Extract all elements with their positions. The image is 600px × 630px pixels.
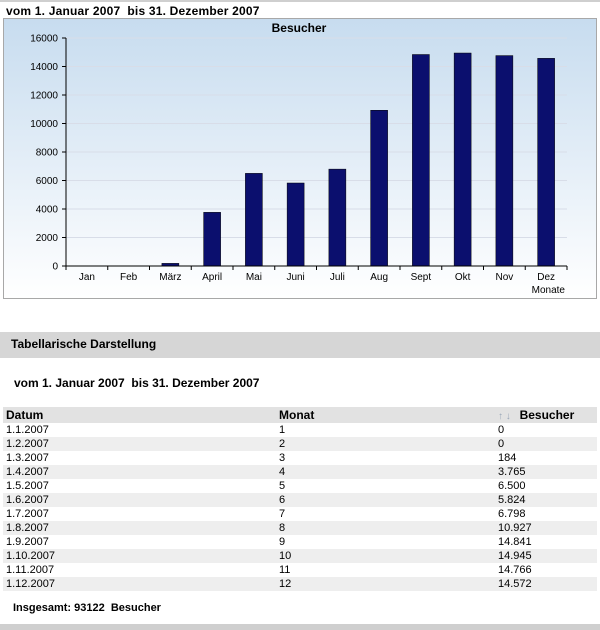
bar-okt [454, 53, 471, 266]
cell-visitors: 184 [495, 451, 597, 465]
bottom-divider [0, 624, 600, 630]
cell-visitors: 0 [495, 423, 597, 437]
y-tick-label: 6000 [35, 176, 58, 187]
total-visitors: Insgesamt: 93122 Besucher [13, 602, 161, 614]
table-row [3, 521, 597, 535]
chart-panel [3, 18, 597, 299]
cell-month: 10 [276, 549, 495, 563]
sort-icons[interactable] [498, 411, 514, 422]
cell-month: 11 [276, 563, 495, 577]
bar-aug [371, 110, 388, 266]
cell-month: 4 [276, 465, 495, 479]
top-divider [0, 0, 600, 2]
cell-month: 1 [276, 423, 495, 437]
x-tick-label: Feb [120, 272, 138, 283]
x-tick-label: Aug [370, 272, 389, 283]
bar-mai [245, 173, 262, 266]
chart-range-title: vom 1. Januar 2007 bis 31. Dezember 2007 [6, 4, 260, 18]
x-tick-label: Dez [537, 272, 556, 283]
cell-date: 1.9.2007 [3, 535, 276, 549]
header-month[interactable]: Monat [276, 407, 495, 423]
x-tick-label: Okt [454, 272, 471, 283]
table-row [3, 479, 597, 493]
cell-visitors: 14.572 [495, 577, 597, 591]
cell-date: 1.12.2007 [3, 577, 276, 591]
x-tick-label: Jan [78, 272, 95, 283]
table-row [3, 437, 597, 451]
table-row [3, 493, 597, 507]
x-tick-label: Mai [245, 272, 262, 283]
section-gap [0, 308, 600, 332]
visitors-table [3, 407, 597, 591]
cell-date: 1.4.2007 [3, 465, 276, 479]
cell-month: 9 [276, 535, 495, 549]
table-row [3, 563, 597, 577]
y-tick-label: 16000 [30, 33, 58, 45]
cell-visitors: 6.798 [495, 507, 597, 521]
chart-title: Besucher [271, 21, 327, 35]
table-header-row [3, 407, 597, 423]
cell-date: 1.10.2007 [3, 549, 276, 563]
cell-visitors: 5.824 [495, 493, 597, 507]
cell-date: 1.5.2007 [3, 479, 276, 493]
cell-month: 5 [276, 479, 495, 493]
y-tick-label: 14000 [30, 62, 58, 73]
y-tick-label: 0 [52, 261, 58, 273]
cell-visitors: 14.841 [495, 535, 597, 549]
cell-visitors: 0 [495, 437, 597, 451]
table-row [3, 465, 597, 479]
table-row [3, 451, 597, 465]
sort-up-icon[interactable]: ↑ [498, 411, 503, 422]
x-axis-label: Monate [531, 285, 565, 296]
table-row [3, 423, 597, 437]
cell-date: 1.1.2007 [3, 423, 276, 437]
cell-visitors: 10.927 [495, 521, 597, 535]
cell-date: 1.11.2007 [3, 563, 276, 577]
cell-date: 1.8.2007 [3, 521, 276, 535]
visitors-bar-chart [4, 19, 596, 298]
cell-date: 1.7.2007 [3, 507, 276, 521]
bar-juli [329, 169, 346, 266]
header-visitors[interactable] [495, 407, 597, 423]
x-tick-label: April [202, 272, 223, 283]
bar-nov [496, 56, 513, 266]
cell-visitors: 6.500 [495, 479, 597, 493]
cell-month: 3 [276, 451, 495, 465]
table-row [3, 577, 597, 591]
x-tick-label: März [159, 272, 182, 283]
bar-juni [287, 183, 304, 266]
cell-date: 1.2.2007 [3, 437, 276, 451]
cell-visitors: 14.945 [495, 549, 597, 563]
x-tick-label: Juni [286, 272, 305, 283]
x-tick-label: Juli [329, 272, 345, 283]
bar-april [204, 212, 221, 266]
cell-visitors: 14.766 [495, 563, 597, 577]
y-tick-label: 4000 [35, 204, 58, 216]
table-row [3, 549, 597, 563]
cell-month: 12 [276, 577, 495, 591]
cell-date: 1.6.2007 [3, 493, 276, 507]
x-tick-label: Sept [410, 272, 432, 283]
table-row [3, 535, 597, 549]
cell-month: 8 [276, 521, 495, 535]
y-tick-label: 12000 [30, 90, 58, 102]
table-row [3, 507, 597, 521]
cell-visitors: 3.765 [495, 465, 597, 479]
cell-month: 2 [276, 437, 495, 451]
cell-date: 1.3.2007 [3, 451, 276, 465]
header-visitors-label: Besucher [519, 408, 575, 422]
bar-dez [538, 58, 555, 266]
sort-down-icon[interactable]: ↓ [505, 411, 511, 422]
bar-sept [412, 55, 429, 266]
x-tick-label: Nov [495, 272, 514, 283]
y-tick-label: 10000 [30, 119, 58, 130]
y-tick-label: 8000 [35, 147, 58, 159]
cell-month: 6 [276, 493, 495, 507]
header-date[interactable]: Datum [3, 407, 276, 423]
cell-month: 7 [276, 507, 495, 521]
section-title: Tabellarische Darstellung [11, 337, 157, 351]
table-range-title: vom 1. Januar 2007 bis 31. Dezember 2007 [14, 376, 260, 390]
y-tick-label: 2000 [35, 233, 58, 244]
section-header [0, 332, 600, 358]
